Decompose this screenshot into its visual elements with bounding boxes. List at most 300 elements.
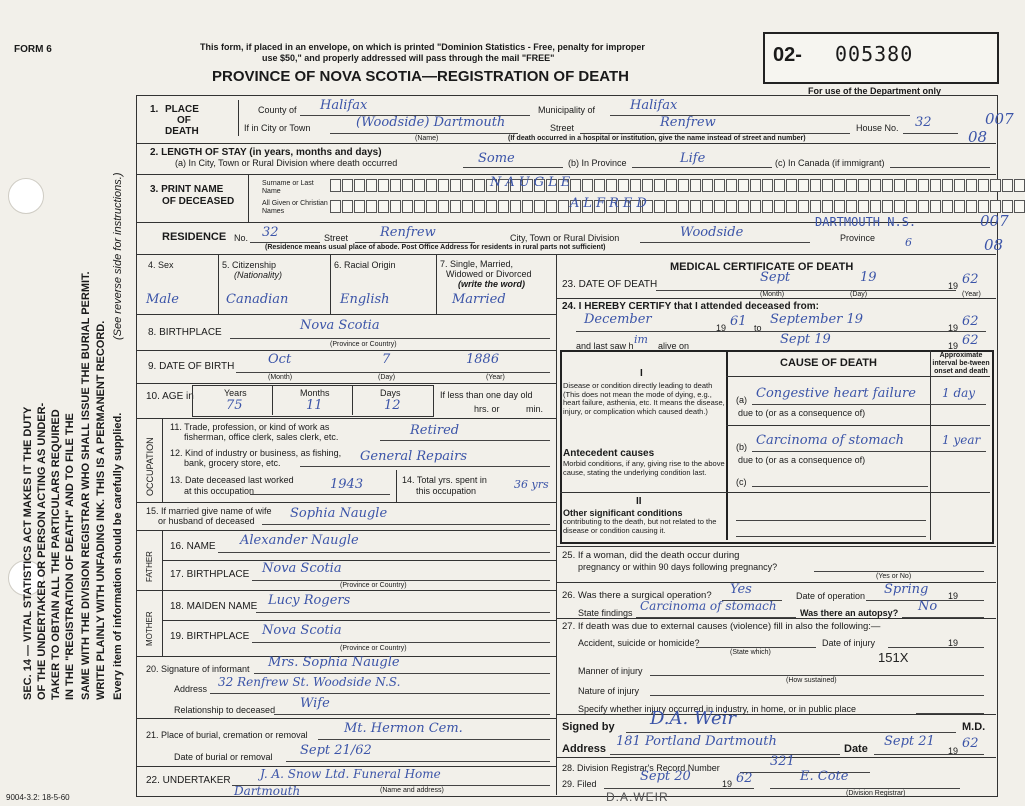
- margin-code-1: 007: [985, 110, 1014, 128]
- letter-box[interactable]: [834, 200, 845, 213]
- registration-number: 005380: [835, 42, 914, 66]
- letter-box[interactable]: [426, 200, 437, 213]
- nature-label: Nature of injury: [578, 686, 640, 696]
- letter-box[interactable]: [342, 200, 353, 213]
- letter-box[interactable]: [870, 179, 881, 192]
- letter-box[interactable]: [438, 179, 449, 192]
- dod-label: 23. DATE OF DEATH: [562, 279, 658, 290]
- doctor-date-label: Date: [844, 743, 868, 755]
- letter-box[interactable]: [918, 179, 929, 192]
- surgery-value: Yes: [730, 582, 752, 597]
- undertaker-value-2: Dartmouth: [234, 784, 301, 798]
- letter-box[interactable]: [654, 179, 665, 192]
- total-sub: this occupation: [416, 486, 477, 496]
- sex-label: 4. Sex: [148, 260, 174, 270]
- woman-sub: pregnancy or within 90 days following pregnancy?: [578, 562, 778, 572]
- place-num: 1.: [150, 104, 159, 115]
- letter-box[interactable]: [354, 200, 365, 213]
- form-title: PROVINCE OF NOVA SCOTIA—REGISTRATION OF DEATH: [212, 68, 629, 85]
- letter-box[interactable]: [750, 200, 761, 213]
- father-caption: (Province or Country): [340, 582, 407, 589]
- name-label-1: 3. PRINT NAME: [150, 184, 224, 195]
- business-value: General Repairs: [360, 449, 467, 464]
- side-instruction-5: SAME WITH THE DIVISION REGISTRAR WHO SHALL ISSUE THE BURIAL PERMIT.: [80, 271, 92, 700]
- stay-b-label: (b) In Province: [568, 158, 627, 168]
- name-caption: (Name): [415, 135, 439, 142]
- mother-maiden-label: 18. MAIDEN NAME: [170, 601, 258, 612]
- marital-label-2: Widowed or Divorced: [446, 269, 532, 279]
- interval-heading: Approximate interval be-tween onset and death: [932, 352, 990, 375]
- letter-box[interactable]: [858, 179, 869, 192]
- letter-box[interactable]: [906, 200, 917, 213]
- place-label-1: PLACE: [165, 104, 199, 115]
- cause-a-mark: (a): [736, 395, 747, 405]
- filed-label: 29. Filed: [562, 779, 597, 789]
- letter-box[interactable]: [462, 179, 473, 192]
- letter-box[interactable]: [582, 179, 593, 192]
- registrar-caption: (Division Registrar): [846, 790, 906, 797]
- house-value: 32: [915, 115, 932, 130]
- lastworked-label: 13. Date deceased last worked: [170, 475, 294, 485]
- section-i: I: [640, 368, 643, 379]
- informant-label: 20. Signature of informant: [146, 664, 250, 674]
- trade-label: 11. Trade, profession, or kind of work as: [170, 422, 330, 432]
- letter-box[interactable]: [1014, 200, 1025, 213]
- lastsaw-fill: im: [634, 333, 648, 346]
- injury-year-prefix: 19: [948, 638, 959, 648]
- consequence-a-label: due to (or as a consequence of): [738, 408, 866, 418]
- registration-number-box: [763, 32, 999, 84]
- medical-heading: MEDICAL CERTIFICATE OF DEATH: [670, 261, 854, 273]
- attended-to-prefix: 19: [948, 323, 959, 333]
- hrs-label: hrs. or: [474, 404, 500, 414]
- birthplace-label: 8. BIRTHPLACE: [148, 327, 222, 338]
- letter-box[interactable]: [342, 179, 353, 192]
- undertaker-value: J. A. Snow Ltd. Funeral Home: [260, 767, 441, 781]
- residence-note: (Residence means usual place of abode. Post Office Address for residents in rural parts not sufficient): [265, 244, 606, 251]
- dod-month-caption: (Month): [760, 291, 785, 298]
- letter-box[interactable]: [786, 200, 797, 213]
- attended-to-year: 62: [962, 314, 979, 329]
- letter-box[interactable]: [426, 179, 437, 192]
- cause-b-mark: (b): [736, 442, 747, 452]
- doctor-date-value: Sept 21: [884, 734, 935, 749]
- letter-box[interactable]: [990, 179, 1001, 192]
- attended-to-label: to: [754, 323, 762, 333]
- dod-day: 19: [860, 270, 877, 285]
- letter-box[interactable]: [678, 179, 689, 192]
- letter-box[interactable]: [798, 200, 809, 213]
- cause-b-value: Carcinoma of stomach: [756, 433, 904, 448]
- letter-box[interactable]: [414, 200, 425, 213]
- residence-province-label: Province: [840, 233, 876, 243]
- business-sub: bank, grocery store, etc.: [184, 458, 281, 468]
- mother-caption: (Province or Country): [340, 645, 407, 652]
- certify-label: 24. I HEREBY CERTIFY that I attended deceased from:: [562, 301, 819, 312]
- footer-code: 9004-3.2: 18-5-60: [6, 793, 70, 802]
- residence-no-value: 32: [262, 225, 279, 240]
- state-which-caption: (State which): [730, 649, 771, 656]
- residence-street-value: Renfrew: [380, 225, 436, 240]
- record-value: 321: [770, 754, 795, 769]
- county-label: County of: [258, 105, 297, 115]
- father-birthplace-value: Nova Scotia: [262, 561, 342, 576]
- operation-year-prefix: 19: [948, 591, 959, 601]
- letter-box[interactable]: [774, 200, 785, 213]
- signed-value: D.A. Weir: [650, 708, 737, 729]
- letter-box[interactable]: [366, 200, 377, 213]
- letter-box[interactable]: [390, 179, 401, 192]
- citizenship-sub: (Nationality): [234, 270, 283, 280]
- registration-prefix: 02-: [773, 44, 802, 66]
- letter-box[interactable]: [618, 179, 629, 192]
- dob-year-caption: (Year): [486, 374, 505, 381]
- dob-day: 7: [382, 352, 391, 367]
- father-birthplace-label: 17. BIRTHPLACE: [170, 569, 250, 580]
- letter-box[interactable]: [654, 200, 665, 213]
- stay-c-label: (c) In Canada (if immigrant): [775, 158, 885, 168]
- dod-day-caption: (Day): [850, 291, 868, 298]
- residence-street-label: Street: [324, 233, 349, 243]
- letter-box[interactable]: [894, 200, 905, 213]
- letter-box[interactable]: [390, 200, 401, 213]
- direct-cause-label: Disease or condition directly leading to death (This does not mean the mode of dying, e.g., heart failure, asthenia, etc. It means the disease, injury, or complication which caused death.): [563, 381, 725, 416]
- stay-a-value: Some: [478, 151, 515, 166]
- letter-box[interactable]: [546, 200, 557, 213]
- dob-label: 9. DATE OF BIRTH: [148, 361, 235, 372]
- letter-box[interactable]: [462, 200, 473, 213]
- trade-value: Retired: [410, 423, 460, 438]
- house-label: House No.: [856, 123, 899, 133]
- letter-box[interactable]: [474, 179, 485, 192]
- letter-box[interactable]: [978, 179, 989, 192]
- section-ii: II: [636, 496, 642, 507]
- letter-box[interactable]: [726, 179, 737, 192]
- letter-box[interactable]: [402, 200, 413, 213]
- surname-label: Surname or Last Name: [262, 180, 314, 195]
- residence-label: RESIDENCE: [162, 231, 227, 243]
- letter-box[interactable]: [666, 200, 677, 213]
- informant-value: Mrs. Sophia Naugle: [268, 655, 400, 670]
- letter-box[interactable]: [714, 179, 725, 192]
- letter-box[interactable]: [630, 179, 641, 192]
- mother-side-label: MOTHER: [145, 611, 154, 646]
- attended-to-value: September 19: [770, 312, 864, 327]
- filed-year-prefix: 19: [722, 779, 733, 789]
- accident-label: Accident, suicide or homicide?: [578, 638, 700, 648]
- lastworked-value: 1943: [330, 477, 364, 492]
- letter-box[interactable]: [438, 200, 449, 213]
- manner-label: Manner of injury: [578, 666, 643, 676]
- min-label: min.: [526, 404, 544, 414]
- lastworked-sub: at this occupation: [184, 486, 255, 496]
- findings-value: Carcinoma of stomach: [640, 599, 777, 613]
- letter-box[interactable]: [510, 200, 521, 213]
- letter-box[interactable]: [678, 200, 689, 213]
- letter-box[interactable]: [798, 179, 809, 192]
- attended-from-year: 61: [730, 314, 747, 329]
- letter-box[interactable]: [810, 179, 821, 192]
- county-value: Halifax: [320, 98, 368, 113]
- letter-box[interactable]: [402, 179, 413, 192]
- dod-year-caption: (Year): [962, 291, 981, 298]
- burial-label: 21. Place of burial, cremation or removal: [146, 730, 308, 740]
- dod-year: 62: [962, 272, 979, 287]
- place-label-3: DEATH: [165, 126, 199, 137]
- letter-box[interactable]: [942, 200, 953, 213]
- letter-box[interactable]: [810, 200, 821, 213]
- months-label: Months: [300, 388, 330, 398]
- residence-code-3: 08: [984, 236, 1004, 254]
- years-label: Years: [224, 388, 247, 398]
- undertaker-label: 22. UNDERTAKER: [146, 775, 231, 786]
- attended-from-value: December: [584, 312, 652, 327]
- days-label: Days: [380, 388, 401, 398]
- letter-box[interactable]: [474, 200, 485, 213]
- letter-box[interactable]: [750, 179, 761, 192]
- letter-box[interactable]: [786, 179, 797, 192]
- letter-box[interactable]: [450, 200, 461, 213]
- total-value: 36 yrs: [514, 478, 549, 491]
- findings-label: State findings: [578, 608, 633, 618]
- stay-b-value: Life: [680, 151, 706, 166]
- envelope-notice: This form, if placed in an envelope, on which is printed "Dominion Statistics - Free, penalty for improper: [200, 42, 645, 52]
- autopsy-value: No: [918, 599, 938, 614]
- cause-heading: CAUSE OF DEATH: [780, 357, 877, 369]
- mother-birthplace-value: Nova Scotia: [262, 623, 342, 638]
- specify-label: Specify whether injury occurred in industry, in home, or in public place: [578, 704, 856, 714]
- letter-box[interactable]: [642, 179, 653, 192]
- street-value: Renfrew: [660, 115, 716, 130]
- dod-month: Sept: [760, 270, 791, 285]
- doctor-stamp: D.A.WEIR: [606, 790, 669, 804]
- citizenship-label: 5. Citizenship: [222, 260, 277, 270]
- mother-maiden-value: Lucy Rogers: [268, 593, 351, 608]
- letter-box[interactable]: [846, 200, 857, 213]
- punch-hole-top: [8, 178, 44, 214]
- letter-box[interactable]: [882, 179, 893, 192]
- father-name-label: 16. NAME: [170, 541, 216, 552]
- burial-date-value: Sept 21/62: [300, 743, 372, 758]
- doctor-date-year: 62: [962, 736, 979, 751]
- letter-box[interactable]: [858, 200, 869, 213]
- citizenship-value: Canadian: [226, 292, 289, 307]
- letter-box[interactable]: [894, 179, 905, 192]
- age-label: 10. AGE in: [146, 391, 194, 402]
- form-number: FORM 6: [14, 44, 52, 55]
- side-instruction-8: (See reverse side for instructions.): [112, 172, 124, 340]
- less-day-label: If less than one day old: [440, 390, 533, 400]
- stay-a-label: (a) In City, Town or Rural Division where death occurred: [175, 158, 398, 168]
- letter-box[interactable]: [354, 179, 365, 192]
- letter-box[interactable]: [762, 179, 773, 192]
- letter-box[interactable]: [930, 200, 941, 213]
- business-label: 12. Kind of industry or business, as fishing,: [170, 448, 342, 458]
- injury-date-label: Date of injury: [822, 638, 876, 648]
- origin-value: English: [340, 292, 390, 307]
- operation-date-label: Date of operation: [796, 591, 866, 601]
- father-name-value: Alexander Naugle: [240, 533, 359, 548]
- birthplace-caption: (Province or Country): [330, 341, 397, 348]
- given-boxes[interactable]: [330, 200, 1025, 213]
- age-days: 12: [384, 398, 401, 413]
- letter-box[interactable]: [942, 179, 953, 192]
- letter-box[interactable]: [378, 200, 389, 213]
- occupation-side-label: OCCUPATION: [145, 437, 155, 496]
- street-label: Street: [550, 123, 575, 133]
- letter-box[interactable]: [330, 200, 341, 213]
- letter-box[interactable]: [906, 179, 917, 192]
- filed-value: Sept 20: [640, 769, 691, 784]
- dob-year: 1886: [466, 352, 500, 367]
- alive-year: 62: [962, 333, 979, 348]
- marital-value: Married: [452, 292, 506, 307]
- letter-box[interactable]: [846, 179, 857, 192]
- md-label: M.D.: [962, 721, 986, 733]
- relationship-label: Relationship to deceased: [174, 705, 276, 715]
- letter-box[interactable]: [702, 200, 713, 213]
- residence-dartmouth: DARTMOUTH N.S.: [815, 215, 917, 229]
- envelope-notice-2: use $50," and properly addressed will pass through the mail "FREE": [262, 53, 555, 63]
- spouse-label-2: or husband of deceased: [158, 516, 255, 526]
- residence-city-label: City, Town or Rural Division: [510, 233, 620, 243]
- residence-no-label: No.: [234, 233, 249, 243]
- letter-box[interactable]: [714, 200, 725, 213]
- side-instruction-2: OF THE UNDERTAKER OR PERSON ACTING AS UNDER-: [36, 402, 48, 700]
- informant-address-value: 32 Renfrew St. Woodside N.S.: [218, 675, 401, 689]
- letter-box[interactable]: [870, 200, 881, 213]
- letter-box[interactable]: [762, 200, 773, 213]
- mother-birthplace-label: 19. BIRTHPLACE: [170, 631, 250, 642]
- alive-year-prefix: 19: [948, 341, 959, 351]
- cause-b-interval: 1 year: [942, 433, 981, 447]
- letter-box[interactable]: [954, 200, 965, 213]
- other-conditions-sub: contributing to the death, but not related to the disease or condition causing it.: [563, 517, 717, 535]
- antecedent-label: Antecedent causes: [563, 448, 655, 459]
- operation-date-value: Spring: [884, 582, 929, 597]
- surname-boxes[interactable]: [330, 179, 1025, 192]
- alive-value: Sept 19: [780, 332, 831, 347]
- hospital-note: (If death occurred in a hospital or institution, give the name instead of street and number): [508, 135, 806, 142]
- letter-box[interactable]: [414, 179, 425, 192]
- registrar-value: E. Cote: [800, 769, 849, 784]
- letter-box[interactable]: [594, 179, 605, 192]
- father-side-label: FATHER: [145, 551, 154, 582]
- injury-code: 151X: [878, 650, 909, 665]
- given-value: ALFRED: [570, 196, 651, 211]
- letter-box[interactable]: [486, 200, 497, 213]
- residence-city-value: Woodside: [680, 225, 744, 240]
- relationship-value: Wife: [300, 696, 330, 711]
- margin-code-2: 08: [968, 128, 988, 146]
- other-conditions-label: Other significant conditions: [563, 508, 683, 518]
- letter-box[interactable]: [834, 179, 845, 192]
- autopsy-label: Was there an autopsy?: [800, 608, 899, 618]
- origin-label: 6. Racial Origin: [334, 260, 396, 270]
- total-label: 14. Total yrs. spent in: [402, 475, 487, 485]
- letter-box[interactable]: [378, 179, 389, 192]
- marital-label-3: (write the word): [458, 279, 525, 289]
- birthplace-value: Nova Scotia: [300, 318, 380, 333]
- letter-box[interactable]: [690, 179, 701, 192]
- given-label: All Given or Christian Names: [262, 200, 328, 215]
- letter-box[interactable]: [954, 179, 965, 192]
- letter-box[interactable]: [498, 200, 509, 213]
- letter-box[interactable]: [738, 179, 749, 192]
- letter-box[interactable]: [702, 179, 713, 192]
- letter-box[interactable]: [822, 200, 833, 213]
- municipality-value: Halifax: [630, 98, 678, 113]
- side-instruction-6: WRITE PLAINLY WITH UNFADING INK. THIS IS A PERMANENT RECORD.: [95, 320, 107, 700]
- external-label: 27. If death was due to external causes (violence) fill in also the following:—: [562, 621, 881, 632]
- side-instruction-4: IN THE "REGISTRATION OF DEATH" AND TO FILE THE: [64, 413, 76, 700]
- undertaker-caption: (Name and address): [380, 787, 444, 794]
- letter-box[interactable]: [606, 179, 617, 192]
- letter-box[interactable]: [450, 179, 461, 192]
- letter-box[interactable]: [366, 179, 377, 192]
- side-instruction-3: TAKER TO OBTAIN ALL THE PARTICULARS REQUIRED: [50, 409, 62, 700]
- how-sustained-caption: (How sustained): [786, 677, 837, 684]
- lastsaw-label: and last saw h: [576, 341, 634, 351]
- side-instruction-1: SEC. 14 — VITAL STATISTICS ACT MAKES IT THE DUTY: [22, 406, 34, 700]
- city-value: (Woodside) Dartmouth: [356, 115, 506, 130]
- name-label-2: OF DECEASED: [162, 196, 235, 207]
- antecedent-sub: Morbid conditions, if any, giving rise to the above cause, stating the underlying condition last.: [563, 459, 725, 477]
- spouse-label-1: 15. If married give name of wife: [146, 506, 272, 516]
- age-years: 75: [226, 398, 243, 413]
- stay-label: 2. LENGTH OF STAY (in years, months and days): [150, 147, 382, 158]
- surgery-label: 26. Was there a surgical operation?: [562, 590, 712, 601]
- letter-box[interactable]: [1002, 179, 1013, 192]
- surname-value: NAUGLE: [490, 175, 575, 190]
- letter-box[interactable]: [330, 179, 341, 192]
- dob-day-caption: (Day): [378, 374, 396, 381]
- cause-a-value: Congestive heart failure: [756, 386, 916, 401]
- letter-box[interactable]: [726, 200, 737, 213]
- trade-sub: fisherman, office clerk, sales clerk, etc.: [184, 432, 339, 442]
- alive-label: alive on: [658, 341, 690, 351]
- letter-box[interactable]: [522, 200, 533, 213]
- dob-month-caption: (Month): [268, 374, 293, 381]
- letter-box[interactable]: [822, 179, 833, 192]
- attended-from-prefix: 19: [716, 323, 727, 333]
- letter-box[interactable]: [1014, 179, 1025, 192]
- letter-box[interactable]: [738, 200, 749, 213]
- marital-label-1: 7. Single, Married,: [440, 259, 514, 269]
- cause-a-interval: 1 day: [942, 386, 976, 400]
- side-instruction-7: Every item of information should be carefully supplied.: [112, 412, 124, 700]
- letter-box[interactable]: [882, 200, 893, 213]
- letter-box[interactable]: [666, 179, 677, 192]
- informant-address-label: Address: [174, 684, 208, 694]
- doctor-address-value: 181 Portland Dartmouth: [616, 734, 777, 749]
- letter-box[interactable]: [534, 200, 545, 213]
- record-label: 28. Division Registrar's Record Number: [562, 763, 720, 773]
- letter-box[interactable]: [966, 200, 977, 213]
- filed-year: 62: [736, 771, 753, 786]
- letter-box[interactable]: [690, 200, 701, 213]
- doctor-date-prefix: 19: [948, 746, 959, 756]
- spouse-value: Sophia Naugle: [290, 506, 388, 521]
- letter-box[interactable]: [558, 200, 569, 213]
- letter-box[interactable]: [774, 179, 785, 192]
- city-label: If in City or Town: [244, 123, 311, 133]
- letter-box[interactable]: [930, 179, 941, 192]
- letter-box[interactable]: [966, 179, 977, 192]
- dod-year-prefix: 19: [948, 281, 959, 291]
- doctor-address-label: Address: [562, 743, 607, 755]
- letter-box[interactable]: [918, 200, 929, 213]
